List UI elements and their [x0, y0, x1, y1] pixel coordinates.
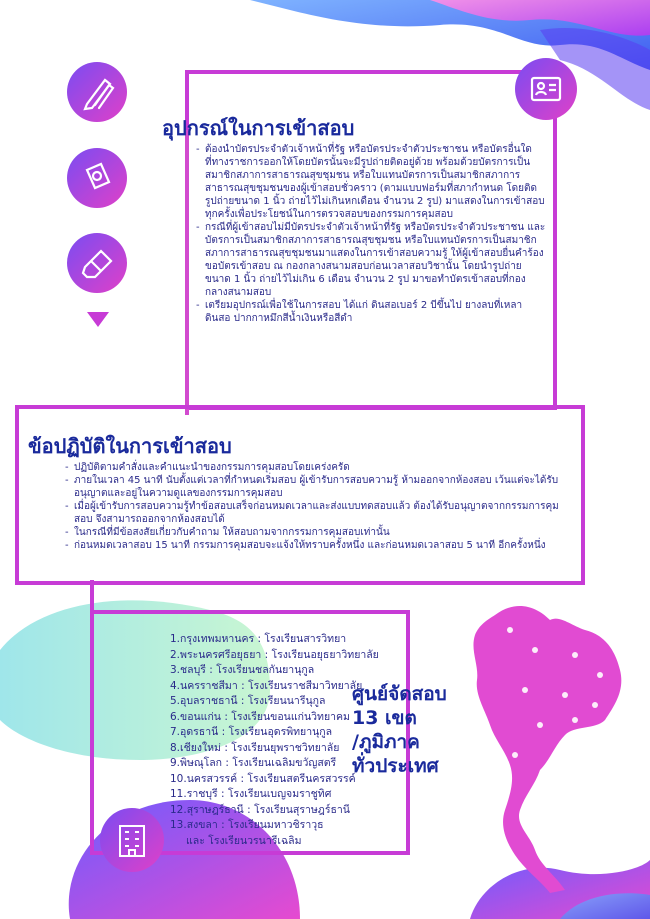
section2-title: ข้อปฏิบัติในการเข้าสอบ: [28, 434, 232, 458]
list-item: - ต้องนำบัตรประจำตัวเจ้าหน้าที่รัฐ หรือบัตรประจำตัวประชาชน หรือบัตรอื่นใดที่ทางราชการออกให้โดยบัตรนั้นจะมีรูปถ่ายติดอยู่ด้วย พร้อมด้วยบัตรการเป็นสมาชิกสภาการสาธารณสุขชุมชน หรือใบแทนบัตรการเป็นสมาชิกสภาการสาธารณสุขชุมชนของผู้เข้าสอบชั่วคราว (ตามแบบฟอร์มที่สภากำหนด โดยติดรูปถ่ายขนาด 1 นิ้ว ถ่ายไว้ไม่เกินหกเดือน จำนวน 2 รูป) มาแสดงในการเข้าสอบทุกครั้งเพื่อประโยชน์ในการตรวจสอบของกรรมการคุมสอบ: [196, 143, 546, 221]
list-item: 6.ขอนแก่น : โรงเรียนขอนแก่นวิทยาคม: [170, 710, 350, 723]
list-item: - ก่อนหมดเวลาสอบ 15 นาที กรรมการคุมสอบจะแจ้งให้ทราบครั้งหนึ่ง และก่อนหมดเวลาสอบ 5 นาที อีกครั้งหนึ่ง: [65, 539, 570, 552]
title-line: ศูนย์จัดสอบ: [352, 683, 447, 705]
list-item: 1.กรุงเทพมหานคร : โรงเรียนสารวิทยา: [170, 633, 347, 645]
list-item: - กรณีที่ผู้เข้าสอบไม่มีบัตรประจำตัวเจ้าหน้าที่รัฐ หรือบัตรประจำตัวประชาชน และบัตรการเป็นสมาชิกสภาการสาธารณสุขชุมชน หรือใบแทนบัตรการเป็นสมาชิกสภาการสาธารณสุขชุมชนมาแสดงในการเข้าสอบความรู้ ให้ผู้เข้าสอบยื่นคำร้องขอบัตรเข้าสอบ ณ กองกลางสนามสอบก่อนเวลาสอบวิชานั้น โดยนำรูปถ่ายขนาด 1 นิ้ว ถ่ายไว้ไม่เกิน 6 เดือน จำนวน 2 รูป มาขอทำบัตรเข้าสอบที่กองกลางสนามสอบ: [196, 221, 546, 299]
list-item: 3.ชลบุรี : โรงเรียนชลกันยานุกูล: [170, 664, 315, 676]
section1-left-line-lower: [185, 130, 189, 415]
list-item: - ในกรณีที่มีข้อสงสัยเกี่ยวกับคำถาม ให้สอบถามจากกรรมการคุมสอบเท่านั้น: [65, 526, 570, 539]
list-item: 9.พิษณุโลก : โรงเรียนเฉลิมขวัญสตรี: [170, 757, 337, 769]
list-item: - เมื่อผู้เข้ารับการสอบความรู้ทำข้อสอบเสร็จก่อนหมดเวลาและส่งแบบทดสอบแล้ว ต้องได้รับอนุญาตจากกรรมการคุมสอบ จึงสามารถออกจากห้องสอบได้: [65, 500, 570, 526]
list-item: และ โรงเรียนวรนารีเฉลิม: [186, 834, 302, 847]
list-item: 8.เชียงใหม่ : โรงเรียนยุพราชวิทยาลัย: [170, 741, 340, 754]
list-item: 12.สุราษฎร์ธานี : โรงเรียนสุราษฎร์ธานี: [170, 803, 350, 816]
list-item: - ปฏิบัติตามคำสั่งและคำแนะนำของกรรมการคุมสอบโดยเคร่งครัด: [65, 461, 570, 474]
list-item: 4.นครราชสีมา : โรงเรียนราชสีมาวิทยาลัย: [170, 679, 363, 692]
list-item: 10.นครสวรรค์ : โรงเรียนสตรีนครสวรรค์: [170, 772, 356, 785]
list-item: 5.อุบลราชธานี : โรงเรียนนารีนุกูล: [170, 695, 326, 707]
list-item: - ภายในเวลา 45 นาที นับตั้งแต่เวลาที่กำหนดเริ่มสอบ ผู้เข้ารับการสอบความรู้ ห้ามออกจากห้องสอบ เว้นแต่จะได้รับอนุญาตและอยู่ในความดูแลของกรรมการคุมสอบ: [65, 474, 570, 500]
thailand-map-icon: [455, 595, 635, 895]
connector-line: [90, 580, 94, 615]
title-line: ทั่วประเทศ: [352, 755, 439, 777]
list-item: 13.สงขลา : โรงเรียนมหาวชิราวุธ: [170, 819, 324, 831]
list-item: - เตรียมอุปกรณ์เพื่อใช้ในการสอบ ได้แก่ ดินสอเบอร์ 2 บีขึ้นไป ยางลบที่เหลาดินสอ ปากกาหมึกสีน้ำเงินหรือสีดำ: [196, 299, 546, 325]
title-line: /ภูมิภาค: [352, 731, 420, 753]
id-card-icon: [515, 58, 577, 120]
section1-title: อุปกรณ์ในการเข้าสอบ: [162, 116, 355, 140]
pencil-pen-icon: [67, 62, 127, 122]
section1-list: [196, 143, 546, 325]
list-item: 2.พระนครศรีอยุธยา : โรงเรียนอยุธยาวิทยาลัย: [170, 648, 379, 661]
exam-center-list: [170, 632, 379, 849]
exam-center-title: [352, 682, 447, 778]
list-item: 7.อุดรธานี : โรงเรียนอุดรพิทยานุกูล: [170, 726, 333, 738]
down-triangle-icon: [87, 312, 109, 328]
list-item: 11.ราชบุรี : โรงเรียนเบญจมราชูทิศ: [170, 788, 332, 800]
building-icon: [100, 808, 164, 872]
eraser-icon: [67, 233, 127, 293]
title-line: 13 เขต: [352, 707, 417, 729]
section2-list: [65, 461, 570, 552]
sharpener-icon: [67, 148, 127, 208]
